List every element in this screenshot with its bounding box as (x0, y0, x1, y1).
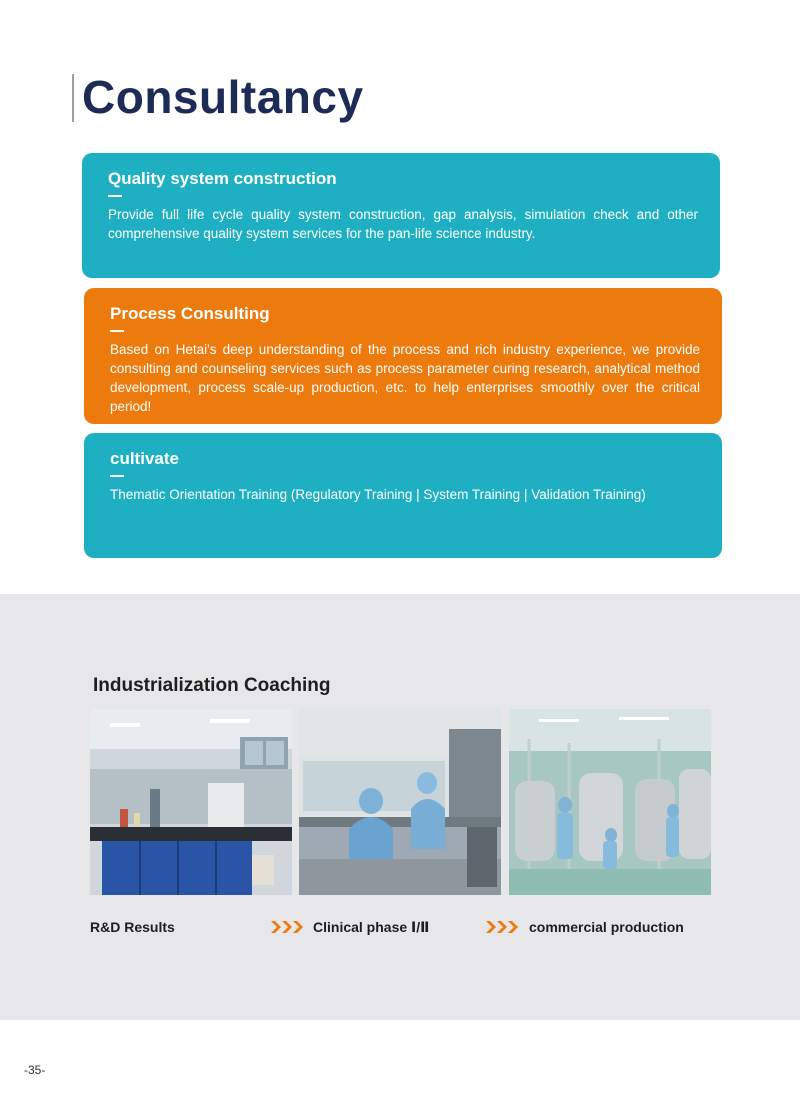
chevron-arrows-icon (271, 921, 305, 933)
card-title: Quality system construction (108, 169, 337, 188)
page-title: Consultancy (82, 71, 364, 123)
stage-clinical-phase: Clinical phase Ⅰ/Ⅱ (313, 919, 430, 935)
card-title: Process Consulting (110, 304, 270, 323)
stage-rd-results: R&D Results (90, 919, 175, 935)
stage-commercial-production: commercial production (529, 919, 684, 935)
card-quality-system (82, 153, 720, 278)
title-underline (110, 475, 124, 477)
card-title: cultivate (110, 449, 179, 468)
laboratory-photo (90, 709, 292, 895)
card-text: Thematic Orientation Training (Regulatory Training | System Training | Validation Training) (110, 487, 646, 502)
chevron-arrows-icon (486, 921, 520, 933)
section-title: Industrialization Coaching (93, 675, 331, 696)
card-process-consulting (84, 288, 722, 424)
page-number: -35- (24, 1063, 46, 1077)
card-cultivate (84, 433, 722, 558)
card-text: Provide full life cycle quality system construction, gap analysis, simulation check and other comprehensive quality system services for the pan-life science industry. (108, 207, 698, 241)
card-text: Based on Hetai's deep understanding of the process and rich industry experience, we provide consulting and counseling services such as process parameter curing research, analytical method development, process scale-up production, etc. to help enterprises smoothly over the critical period! (110, 342, 700, 414)
production-facility-photo (509, 709, 711, 895)
title-underline (108, 195, 122, 197)
clean-room-photo (299, 709, 501, 895)
title-underline (110, 330, 124, 332)
title-accent-bar (72, 74, 74, 122)
